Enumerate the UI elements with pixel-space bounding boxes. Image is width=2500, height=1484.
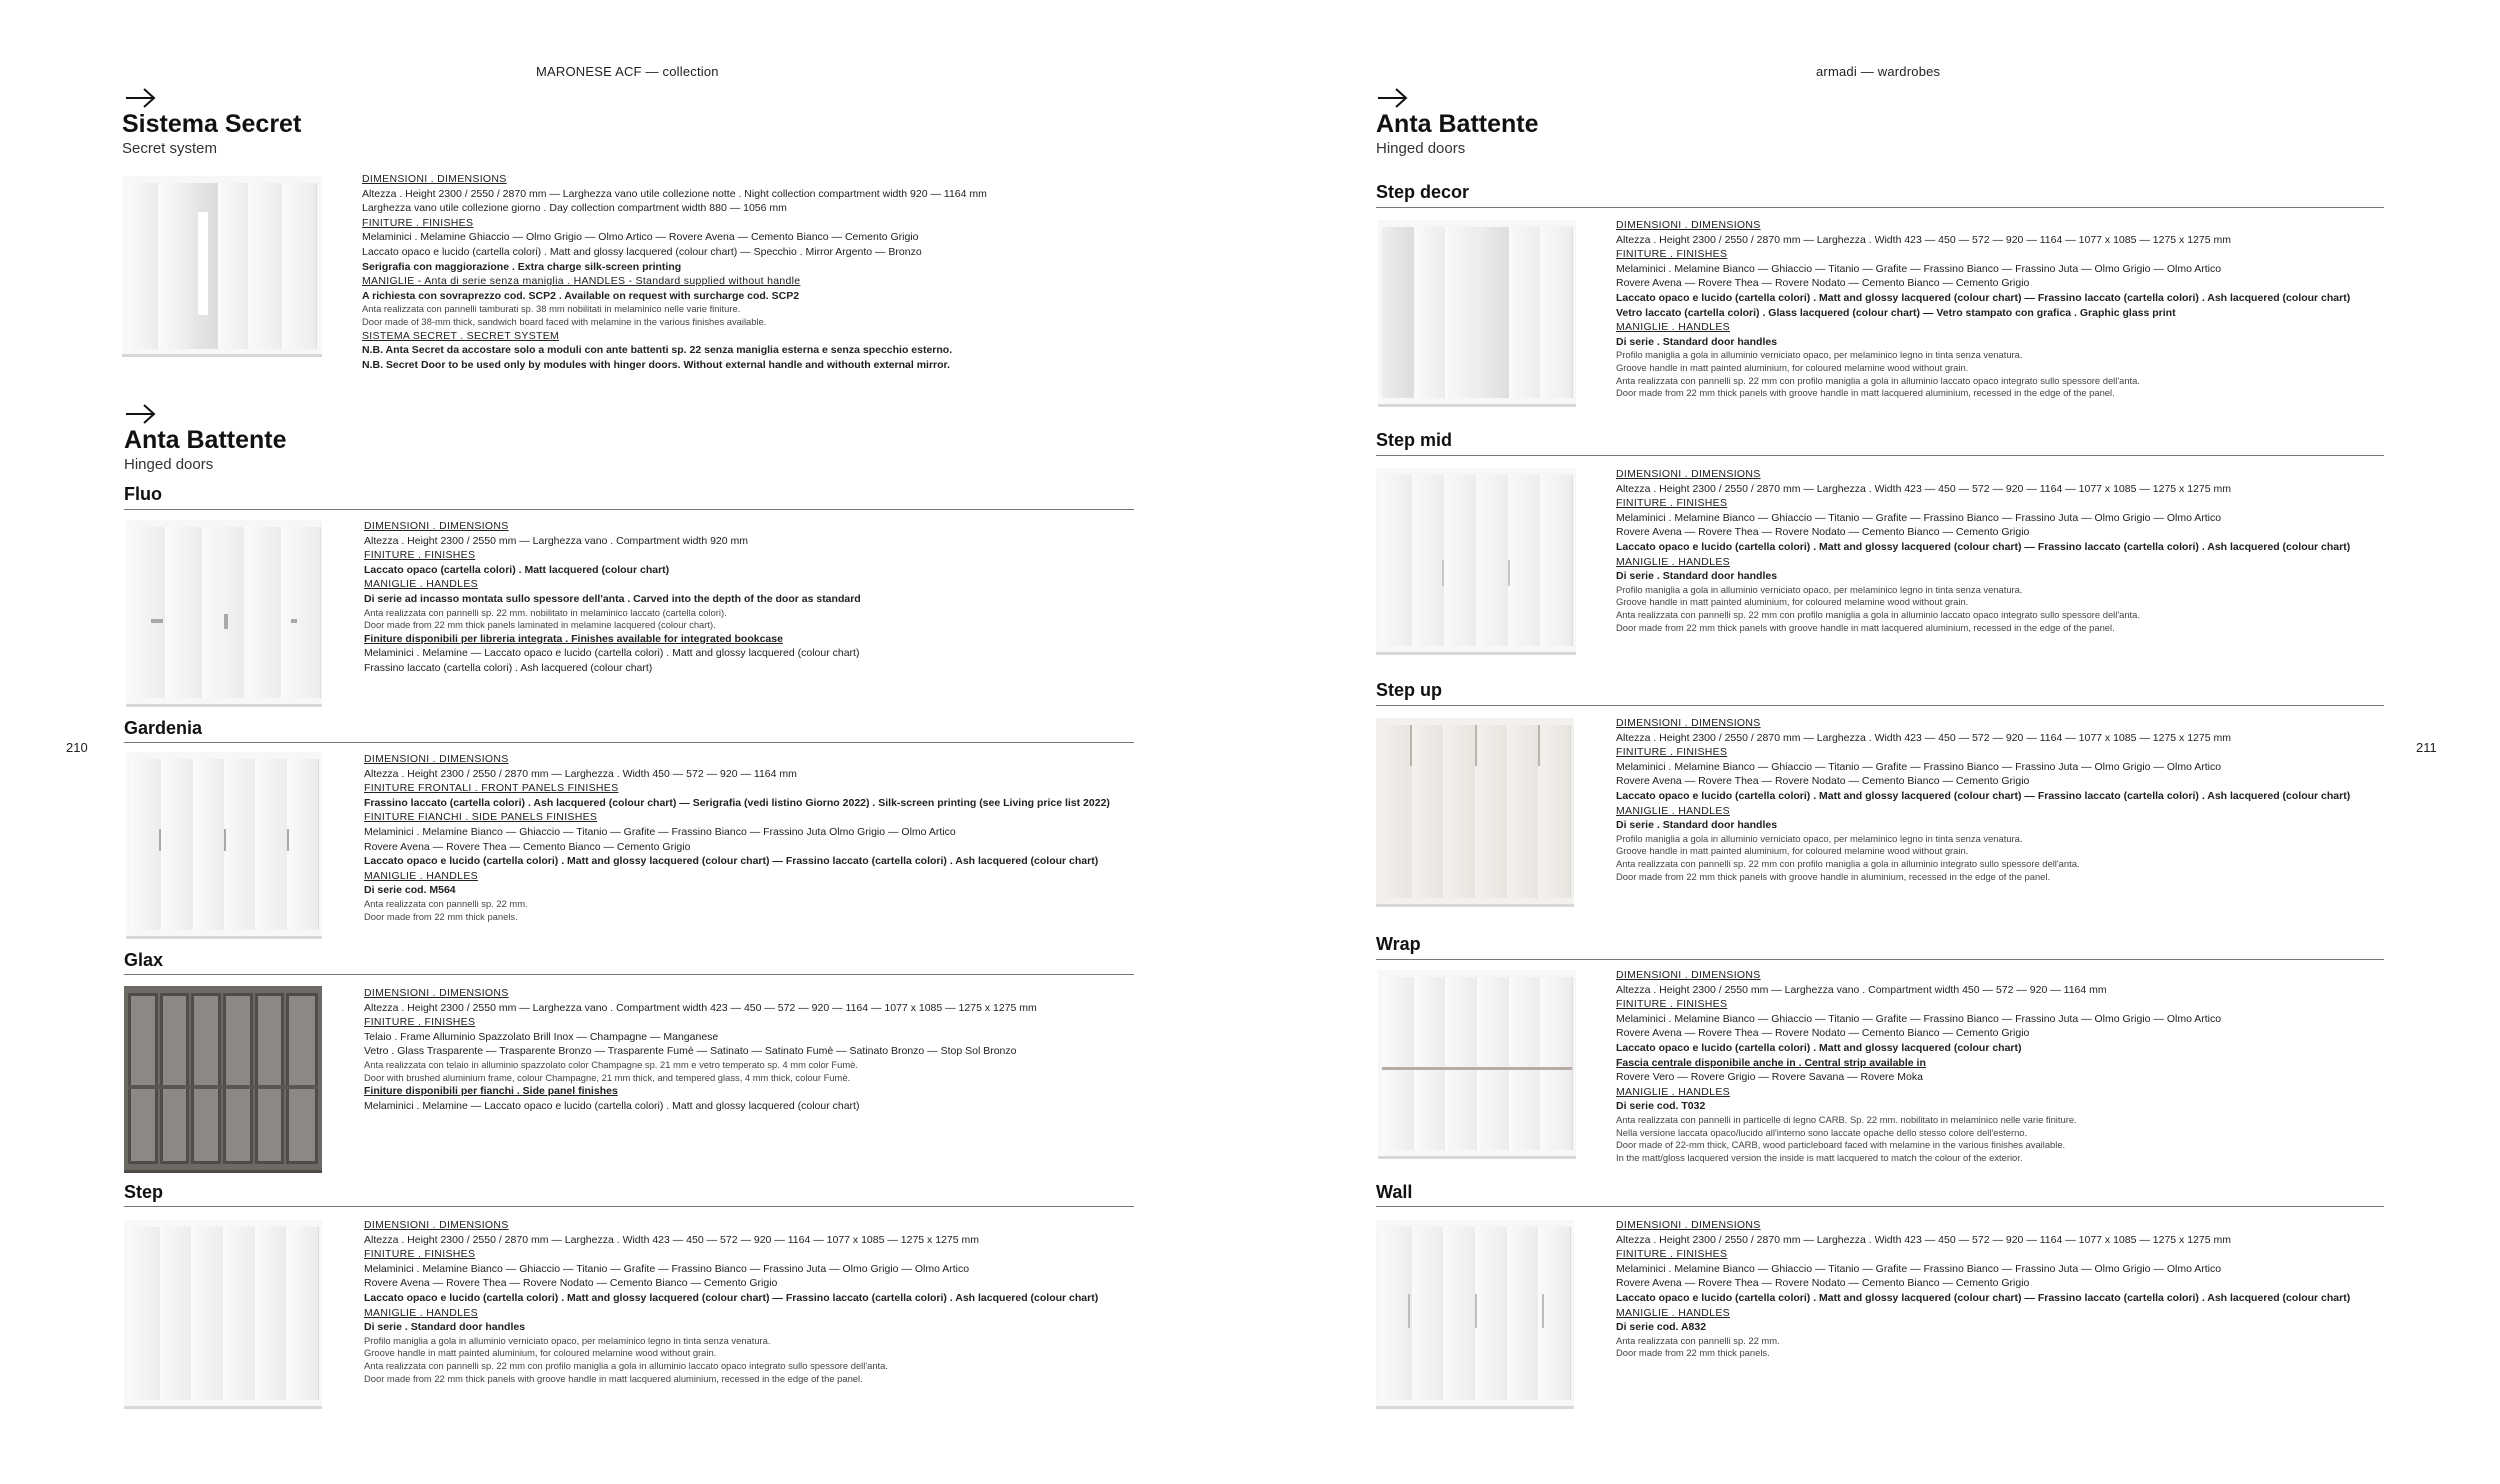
spec-heading: MANIGLIE . HANDLES: [1616, 1085, 1730, 1098]
product-photo-glax: [124, 986, 322, 1173]
spec-line: Door made from 22 mm thick panels laminated in melamine lacquered (colour chart).: [364, 619, 716, 631]
spec-heading: FINITURE . FINISHES: [1616, 998, 1728, 1011]
spec-heading: FINITURE . FINISHES: [1616, 746, 1728, 759]
spec-line: Nella versione laccata opaco/lucido all'interno sono laccate opache dello stesso colore dell'esterno.: [1616, 1126, 2028, 1138]
spec-line: Profilo maniglia a gola in alluminio verniciato opaco, per melaminico legno in tinta senza venatura.: [1616, 349, 2023, 361]
spec-line: Melaminici . Melamine Bianco — Ghiaccio — Titanio — Grafite — Frassino Bianco — Frassino Juta — Olmo Grigio — Olmo Artico: [1616, 760, 2222, 773]
spec-line: Di serie ad incasso montata sullo spessore dell'anta . Carved into the depth of the door as standard: [364, 592, 861, 605]
spec-line: Vetro laccato (cartella colori) . Glass lacquered (colour chart) — Vetro stampato con grafica . Graphic glass print: [1616, 306, 2176, 319]
spec-line: Laccato opaco e lucido (cartella colori) . Matt and glossy lacquered (colour chart) — Frassino laccato (cartella colori) . Ash lacquered (colour chart): [1616, 540, 2351, 553]
spec-line: Altezza . Height 2300 / 2550 / 2870 mm — Larghezza . Width 423 — 450 — 572 — 920 — 1164 — 1077 x 1085 — 1275 x 1275 mm: [1616, 233, 2231, 246]
specs-step-up: [1616, 716, 2350, 883]
spec-line: Door made from 22 mm thick panels with groove handle in matt lacquered aluminium, recessed in the edge of the panel.: [364, 1372, 863, 1384]
section-subtitle-battente-left: Hinged doors: [124, 456, 214, 473]
spec-line: Serigrafia con maggiorazione . Extra charge silk-screen printing: [362, 260, 682, 273]
spec-line: Altezza . Height 2300 / 2550 / 2870 mm — Larghezza . Width 450 — 572 — 920 — 1164 mm: [364, 767, 797, 780]
product-photo-step: [124, 1220, 322, 1409]
spec-line: N.B. Secret Door to be used only by modules with hinger doors. Without external handle and withouth external mirror.: [362, 358, 950, 371]
section-subtitle-battente-right: Hinged doors: [1376, 140, 1466, 157]
spec-line: Altezza . Height 2300 / 2550 mm — Larghezza vano . Compartment width 423 — 450 — 572 — 920 — 1164 — 1077 x 1085 — 1275 x 1275 mm: [364, 1001, 1037, 1014]
product-title-wrap: Wrap: [1376, 934, 1421, 954]
product-title-fluo: Fluo: [124, 484, 162, 504]
spec-line: Frassino laccato (cartella colori) . Ash lacquered (colour chart): [364, 661, 653, 674]
spec-line: Groove handle in matt painted aluminium, for coloured melamine wood without grain.: [364, 1347, 717, 1359]
spec-line: Melaminici . Melamine Bianco — Ghiaccio — Titanio — Grafite — Frassino Bianco — Frassino Juta — Olmo Grigio — Olmo Artico: [1616, 511, 2222, 524]
spec-heading: FINITURE . FINISHES: [1616, 1248, 1728, 1261]
spec-line: Anta realizzata con pannelli in particelle di legno CARB. Sp. 22 mm. nobilitato in melaminico nelle varie finiture.: [1616, 1113, 2077, 1125]
spec-line: Groove handle in matt painted aluminium, for coloured melamine wood without grain.: [1616, 361, 1969, 373]
spec-line: Door made from 22 mm thick panels with groove handle in aluminium, recessed in the edge of the panel.: [1616, 870, 2051, 882]
divider: [124, 974, 1134, 975]
spec-line: Melaminici . Melamine — Laccato opaco e lucido (cartella colori) . Matt and glossy lacquered (colour chart): [364, 647, 860, 660]
spec-line: Larghezza vano utile collezione giorno . Day collection compartment width 880 — 1056 mm: [362, 202, 787, 215]
spec-heading: MANIGLIE . HANDLES: [1616, 321, 1730, 334]
spec-line: Door made of 38-mm thick, sandwich board faced with melamine in the various finishes available.: [362, 315, 767, 327]
spec-heading: MANIGLIE - Anta di serie senza maniglia . HANDLES - Standard supplied without handle: [362, 275, 801, 288]
specs-step: [364, 1218, 1098, 1385]
spec-line: Door made from 22 mm thick panels with groove handle in matt lacquered aluminium, recessed in the edge of the panel.: [1616, 621, 2115, 633]
product-photo-wall: [1376, 1220, 1574, 1409]
spec-line: Rovere Avena — Rovere Thea — Rovere Nodato — Cemento Bianco — Cemento Grigio: [1616, 775, 2030, 788]
spec-line: Di serie . Standard door handles: [1616, 570, 1778, 583]
spec-line: Groove handle in matt painted aluminium, for coloured melamine wood without grain.: [1616, 845, 1969, 857]
spec-heading: DIMENSIONI . DIMENSIONS: [364, 520, 509, 532]
spec-line: Altezza . Height 2300 / 2550 / 2870 mm — Larghezza . Width 423 — 450 — 572 — 920 — 1164 — 1077 x 1085 — 1275 x 1275 mm: [1616, 731, 2231, 744]
product-title-wall: Wall: [1376, 1182, 1413, 1202]
spec-line: A richiesta con sovraprezzo cod. SCP2 . Available on request with surcharge cod. SCP2: [362, 289, 800, 302]
spec-line: Melaminici . Melamine Bianco — Ghiaccio — Titanio — Grafite — Frassino Bianco — Frassino Juta — Olmo Grigio — Olmo Artico: [1616, 262, 2222, 275]
spec-heading: DIMENSIONI . DIMENSIONS: [1616, 1219, 1761, 1231]
spec-line: Vetro . Glass Trasparente — Trasparente Bronzo — Trasparente Fumè — Satinato — Satinato Fumè — Satinato Bronzo — Stop Sol Bronzo: [364, 1045, 1017, 1058]
header-left: MARONESE ACF — collection: [536, 64, 719, 79]
product-photo-gardenia: [126, 752, 322, 939]
spec-line: Profilo maniglia a gola in alluminio verniciato opaco, per melaminico legno in tinta senza venatura.: [364, 1334, 771, 1346]
spec-line: Rovere Avena — Rovere Thea — Rovere Nodato — Cemento Bianco — Cemento Grigio: [1616, 526, 2030, 539]
spec-line: Laccato opaco e lucido (cartella colori) . Matt and glossy lacquered (colour chart) — Frassino laccato (cartella colori) . Ash lacquered (colour chart): [364, 1291, 1099, 1304]
section-title-secret: Sistema Secret: [122, 110, 302, 138]
spec-line: Frassino laccato (cartella colori) . Ash lacquered (colour chart) — Serigrafia (vedi listino Giorno 2022) . Silk-screen printing (see Living price list 2022): [364, 796, 1110, 809]
spec-heading: DIMENSIONI . DIMENSIONS: [364, 987, 509, 999]
product-photo-secret: [122, 176, 322, 357]
spec-line: Di serie . Standard door handles: [1616, 335, 1778, 348]
spec-line: Door made from 22 mm thick panels with groove handle in matt lacquered aluminium, recessed in the edge of the panel.: [1616, 387, 2115, 399]
product-title-step: Step: [124, 1182, 164, 1202]
spec-line: Laccato opaco e lucido (cartella colori) . Matt and glossy lacquered (colour chart) — Frassino laccato (cartella colori) . Ash lacquered (colour chart): [364, 855, 1099, 868]
spec-line: Anta realizzata con pannelli sp. 22 mm.: [1616, 1334, 1780, 1346]
arrow-right-icon: [1376, 86, 1410, 110]
spec-line: Anta realizzata con pannelli sp. 22 mm con profilo maniglia a gola in alluminio laccato opaco integrato sullo spessore dell'anta.: [1616, 374, 2140, 386]
spec-heading: MANIGLIE . HANDLES: [1616, 804, 1730, 817]
specs-wrap: [1616, 968, 2221, 1164]
spec-heading: FINITURE . FINISHES: [1616, 248, 1728, 261]
spec-line: Profilo maniglia a gola in alluminio verniciato opaco, per melaminico legno in tinta senza venatura.: [1616, 832, 2023, 844]
spec-line: Laccato opaco e lucido (cartella colori) . Matt and glossy lacquered (colour chart) — Frassino laccato (cartella colori) . Ash lacquered (colour chart): [1616, 291, 2351, 304]
spec-line: Melaminici . Melamine Ghiaccio — Olmo Grigio — Olmo Artico — Rovere Avena — Cemento Bianco — Cemento Grigio: [362, 231, 919, 244]
spec-heading: DIMENSIONI . DIMENSIONS: [364, 753, 509, 765]
specs-secret: [362, 172, 987, 372]
product-title-glax: Glax: [124, 950, 164, 970]
spec-heading: MANIGLIE . HANDLES: [364, 578, 478, 591]
section-title-battente-left: Anta Battente: [124, 426, 287, 454]
specs-glax: [364, 986, 1037, 1113]
product-title-gardenia: Gardenia: [124, 718, 203, 738]
spec-heading: FINITURE FRONTALI . FRONT PANELS FINISHES: [364, 782, 619, 795]
spec-line: Rovere Avena — Rovere Thea — Rovere Nodato — Cemento Bianco — Cemento Grigio: [1616, 1277, 2030, 1290]
spec-line: Finiture disponibili per libreria integrata . Finishes available for integrated bookcase: [364, 632, 783, 645]
arrow-right-icon: [124, 86, 158, 110]
spec-line: Finiture disponibili per fianchi . Side panel finishes: [364, 1085, 618, 1098]
spec-line: Door made of 22-mm thick, CARB, wood particleboard faced with melamine in the various finishes available.: [1616, 1139, 2066, 1151]
spec-heading: FINITURE . FINISHES: [364, 1248, 476, 1261]
spec-line: Di serie cod. M564: [364, 884, 456, 897]
spec-line: Melaminici . Melamine — Laccato opaco e lucido (cartella colori) . Matt and glossy lacquered (colour chart): [364, 1099, 860, 1112]
spec-line: Anta realizzata con pannelli sp. 22 mm.: [364, 897, 528, 909]
section-subtitle-secret: Secret system: [122, 140, 218, 157]
spec-line: Altezza . Height 2300 / 2550 mm — Larghezza vano . Compartment width 450 — 572 — 920 — 1164 mm: [1616, 983, 2107, 996]
spec-line: Melaminici . Melamine Bianco — Ghiaccio — Titanio — Grafite — Frassino Bianco — Frassino Juta — Olmo Grigio — Olmo Artico: [364, 1262, 970, 1275]
spec-line: Melaminici . Melamine Bianco — Ghiaccio — Titanio — Grafite — Frassino Bianco — Frassino Juta — Olmo Grigio — Olmo Artico: [1616, 1262, 2222, 1275]
spec-line: Anta realizzata con pannelli sp. 22 mm con profilo maniglia a gola in alluminio laccato opaco integrato sullo spessore dell'anta.: [364, 1359, 888, 1371]
spec-line: Laccato opaco e lucido (cartella colori) . Matt and glossy lacquered (colour chart) — Frassino laccato (cartella colori) . Ash lacquered (colour chart): [1616, 789, 2351, 802]
spec-heading: DIMENSIONI . DIMENSIONS: [362, 173, 507, 185]
spec-line: Di serie cod. A832: [1616, 1321, 1707, 1334]
spec-heading: SISTEMA SECRET . SECRET SYSTEM: [362, 329, 560, 342]
spec-line: Rovere Avena — Rovere Thea — Rovere Nodato — Cemento Bianco — Cemento Grigio: [1616, 1027, 2030, 1040]
spec-line: N.B. Anta Secret da accostare solo a moduli con ante battenti sp. 22 senza maniglia esterna e senza specchio esterno.: [362, 344, 953, 357]
spec-line: Groove handle in matt painted aluminium, for coloured melamine wood without grain.: [1616, 596, 1969, 608]
specs-step-decor: [1616, 218, 2350, 400]
spec-heading: MANIGLIE . HANDLES: [364, 1306, 478, 1319]
spec-heading: MANIGLIE . HANDLES: [1616, 555, 1730, 568]
spec-line: Altezza . Height 2300 / 2550 / 2870 mm — Larghezza . Width 423 — 450 — 572 — 920 — 1164 — 1077 x 1085 — 1275 x 1275 mm: [364, 1233, 979, 1246]
spec-line: Anta realizzata con telaio in alluminio spazzolato color Champagne sp. 21 mm e vetro temperato sp. 4 mm color Fumè.: [364, 1058, 858, 1070]
spec-line: Laccato opaco (cartella colori) . Matt lacquered (colour chart): [364, 563, 670, 576]
spec-line: Di serie cod. T032: [1616, 1100, 1706, 1113]
spec-heading: DIMENSIONI . DIMENSIONS: [1616, 468, 1761, 480]
divider: [124, 1206, 1134, 1207]
spec-line: Rovere Vero — Rovere Grigio — Rovere Savana — Rovere Moka: [1616, 1071, 1923, 1084]
spec-line: Telaio . Frame Alluminio Spazzolato Brill Inox — Champagne — Manganese: [364, 1030, 719, 1043]
spec-line: Anta realizzata con pannelli sp. 22 mm con profilo maniglia a gola in alluminio laccato opaco integrato sullo spessore dell'anta.: [1616, 608, 2140, 620]
spec-line: Altezza . Height 2300 / 2550 / 2870 mm — Larghezza . Width 423 — 450 — 572 — 920 — 1164 — 1077 x 1085 — 1275 x 1275 mm: [1616, 1233, 2231, 1246]
spec-line: Anta realizzata con pannelli sp. 22 mm con profilo maniglia a gola in alluminio integrato sullo spessore dell'anta.: [1616, 857, 2080, 869]
specs-fluo: [364, 519, 861, 676]
spec-line: Anta realizzata con pannelli tamburati sp. 38 mm nobilitati in melaminico nelle varie finiture.: [362, 303, 741, 315]
spec-line: Rovere Avena — Rovere Thea — Rovere Nodato — Cemento Bianco — Cemento Grigio: [364, 1277, 778, 1290]
spec-line: Laccato opaco e lucido (cartella colori) . Matt and glossy lacquered (colour chart) — Frassino laccato (cartella colori) . Ash lacquered (colour chart): [1616, 1291, 2351, 1304]
spec-heading: DIMENSIONI . DIMENSIONS: [1616, 219, 1761, 231]
spec-heading: MANIGLIE . HANDLES: [364, 869, 478, 882]
page-number-left: 210: [66, 740, 88, 755]
specs-step-mid: [1616, 467, 2350, 634]
spec-heading: FINITURE . FINISHES: [1616, 497, 1728, 510]
product-photo-wrap: [1378, 970, 1576, 1159]
spec-line: Di serie . Standard door handles: [364, 1321, 526, 1334]
divider: [1376, 705, 2384, 706]
spec-line: Laccato opaco e lucido (cartella colori) . Matt and glossy lacquered (colour chart) — Specchio . Mirror Argento — Bronzo: [362, 245, 922, 258]
spec-line: Rovere Avena — Rovere Thea — Rovere Nodato — Cemento Bianco — Cemento Grigio: [1616, 277, 2030, 290]
spec-line: Door with brushed aluminium frame, colour Champagne, 21 mm thick, and tempered glass, 4 mm thick, colour Fumè.: [364, 1071, 851, 1083]
divider: [1376, 455, 2384, 456]
spec-heading: DIMENSIONI . DIMENSIONS: [1616, 969, 1761, 981]
divider: [1376, 1206, 2384, 1207]
spec-line: Laccato opaco e lucido (cartella colori) . Matt and glossy lacquered (colour chart): [1616, 1041, 2022, 1054]
spec-heading: MANIGLIE . HANDLES: [1616, 1306, 1730, 1319]
product-photo-step-mid: [1376, 468, 1576, 655]
spec-line: Profilo maniglia a gola in alluminio verniciato opaco, per melaminico legno in tinta senza venatura.: [1616, 583, 2023, 595]
header-right: armadi — wardrobes: [1816, 64, 1941, 79]
spec-line: Di serie . Standard door handles: [1616, 819, 1778, 832]
specs-gardenia: [364, 752, 1110, 923]
arrow-right-icon: [124, 402, 158, 426]
spec-heading: DIMENSIONI . DIMENSIONS: [1616, 717, 1761, 729]
spec-line: Melaminici . Melamine Bianco — Ghiaccio — Titanio — Grafite — Frassino Bianco — Frassino Juta — Olmo Grigio — Olmo Artico: [1616, 1012, 2222, 1025]
spec-line: In the matt/gloss lacquered version the inside is matt lacquered to match the colour of the exterior.: [1616, 1151, 2023, 1163]
product-photo-fluo: [126, 520, 322, 707]
spec-heading: FINITURE . FINISHES: [364, 549, 476, 562]
spec-heading: DIMENSIONI . DIMENSIONS: [364, 1219, 509, 1231]
product-photo-step-decor: [1378, 220, 1576, 407]
product-title-step-mid: Step mid: [1376, 430, 1453, 450]
spec-line: Door made from 22 mm thick panels.: [1616, 1347, 1770, 1359]
spec-line: Rovere Avena — Rovere Thea — Cemento Bianco — Cemento Grigio: [364, 840, 691, 853]
spec-line: Altezza . Height 2300 / 2550 / 2870 mm — Larghezza . Width 423 — 450 — 572 — 920 — 1164 — 1077 x 1085 — 1275 x 1275 mm: [1616, 482, 2231, 495]
spec-line: Altezza . Height 2300 / 2550 / 2870 mm — Larghezza vano utile collezione notte . Night collection compartment width 920 — 1164 mm: [362, 187, 987, 200]
spec-line: Fascia centrale disponibile anche in . Central strip available in: [1616, 1056, 1926, 1069]
product-title-step-decor: Step decor: [1376, 182, 1470, 202]
divider: [1376, 207, 2384, 208]
page-number-right: 211: [2416, 740, 2437, 755]
divider: [124, 509, 1134, 510]
spec-heading: FINITURE FIANCHI . SIDE PANELS FINISHES: [364, 811, 598, 824]
product-photo-step-up: [1376, 718, 1574, 907]
divider: [1376, 959, 2384, 960]
spec-line: Door made from 22 mm thick panels.: [364, 910, 518, 922]
spec-line: Anta realizzata con pannelli sp. 22 mm. nobilitato in melaminico laccato (cartella colori).: [364, 606, 727, 618]
spec-line: Altezza . Height 2300 / 2550 mm — Larghezza vano . Compartment width 920 mm: [364, 534, 749, 547]
section-title-battente-right: Anta Battente: [1376, 110, 1539, 138]
spec-heading: FINITURE . FINISHES: [362, 216, 474, 229]
divider: [124, 742, 1134, 743]
specs-wall: [1616, 1218, 2350, 1360]
product-title-step-up: Step up: [1376, 680, 1442, 700]
spec-heading: FINITURE . FINISHES: [364, 1016, 476, 1029]
spec-line: Melaminici . Melamine Bianco — Ghiaccio — Titanio — Grafite — Frassino Bianco — Frassino Juta Olmo Grigio — Olmo Artico: [364, 825, 956, 838]
